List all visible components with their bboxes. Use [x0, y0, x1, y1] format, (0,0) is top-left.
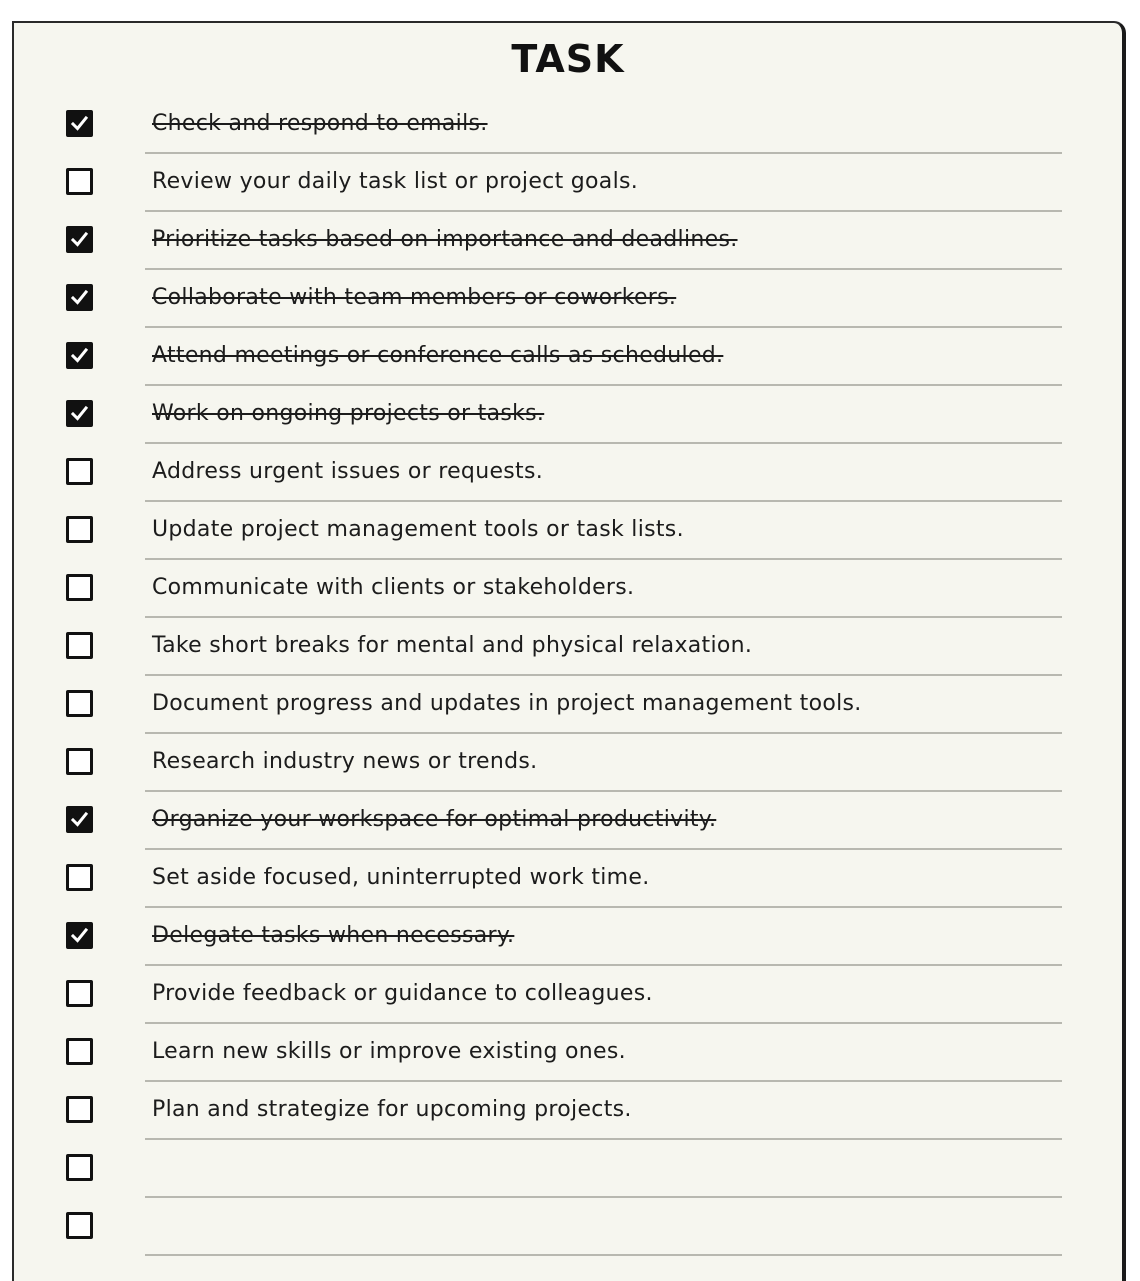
- task-checkbox-17[interactable]: [66, 1038, 93, 1065]
- task-label: Attend meetings or conference calls as scheduled.: [152, 343, 724, 368]
- task-label: Update project management tools or task lists.: [152, 517, 684, 542]
- task-checkbox-4[interactable]: [66, 284, 93, 311]
- task-row-7: [14, 444, 1122, 502]
- task-label: Delegate tasks when necessary.: [152, 923, 515, 948]
- task-row-13: [14, 792, 1122, 850]
- task-row-4: [14, 270, 1122, 328]
- task-row-12: [14, 734, 1122, 792]
- check-icon: [70, 288, 89, 307]
- check-icon: [70, 346, 89, 365]
- task-checkbox-8[interactable]: [66, 516, 93, 543]
- page-title: TASK: [511, 37, 625, 81]
- task-label: Work on ongoing projects or tasks.: [152, 401, 545, 426]
- task-checkbox-11[interactable]: [66, 690, 93, 717]
- task-row-10: [14, 618, 1122, 676]
- task-checkbox-16[interactable]: [66, 980, 93, 1007]
- task-label: Research industry news or trends.: [152, 749, 538, 774]
- task-checkbox-2[interactable]: [66, 168, 93, 195]
- task-row-5: [14, 328, 1122, 386]
- task-label: Provide feedback or guidance to colleagues.: [152, 981, 653, 1006]
- task-label: Collaborate with team members or coworkers.: [152, 285, 677, 310]
- task-row-3: [14, 212, 1122, 270]
- task-checkbox-14[interactable]: [66, 864, 93, 891]
- task-label: Take short breaks for mental and physical relaxation.: [152, 633, 753, 658]
- task-label: Review your daily task list or project goals.: [152, 169, 639, 194]
- task-label: Plan and strategize for upcoming projects.: [152, 1097, 632, 1122]
- task-checkbox-3[interactable]: [66, 226, 93, 253]
- task-row-14: [14, 850, 1122, 908]
- task-row-11: [14, 676, 1122, 734]
- task-row-16: [14, 966, 1122, 1024]
- task-row-19: [14, 1140, 1122, 1198]
- task-row-20: [14, 1198, 1122, 1256]
- task-label: Communicate with clients or stakeholders.: [152, 575, 635, 600]
- task-checkbox-7[interactable]: [66, 458, 93, 485]
- check-icon: [70, 404, 89, 423]
- task-label: Organize your workspace for optimal productivity.: [152, 807, 717, 832]
- task-list: [14, 96, 1122, 1256]
- task-checkbox-9[interactable]: [66, 574, 93, 601]
- check-icon: [70, 230, 89, 249]
- task-row-2: [14, 154, 1122, 212]
- task-checkbox-10[interactable]: [66, 632, 93, 659]
- task-checkbox-20[interactable]: [66, 1212, 93, 1239]
- task-row-17: [14, 1024, 1122, 1082]
- task-checkbox-1[interactable]: [66, 110, 93, 137]
- task-checkbox-18[interactable]: [66, 1096, 93, 1123]
- task-row-8: [14, 502, 1122, 560]
- task-checkbox-15[interactable]: [66, 922, 93, 949]
- task-label: Learn new skills or improve existing ones.: [152, 1039, 626, 1064]
- row-divider: [145, 1254, 1062, 1256]
- task-row-6: [14, 386, 1122, 444]
- check-icon: [70, 926, 89, 945]
- check-icon: [70, 114, 89, 133]
- task-label: Address urgent issues or requests.: [152, 459, 544, 484]
- task-label: Document progress and updates in project management tools.: [152, 691, 862, 716]
- task-checkbox-13[interactable]: [66, 806, 93, 833]
- task-checkbox-5[interactable]: [66, 342, 93, 369]
- task-label: Check and respond to emails.: [152, 111, 488, 136]
- task-row-9: [14, 560, 1122, 618]
- task-label: Set aside focused, uninterrupted work time.: [152, 865, 650, 890]
- task-label: Prioritize tasks based on importance and deadlines.: [152, 227, 738, 252]
- task-checkbox-19[interactable]: [66, 1154, 93, 1181]
- task-row-18: [14, 1082, 1122, 1140]
- task-sheet: [12, 21, 1126, 1281]
- task-row-1: [14, 96, 1122, 154]
- task-checkbox-12[interactable]: [66, 748, 93, 775]
- task-checkbox-6[interactable]: [66, 400, 93, 427]
- check-icon: [70, 810, 89, 829]
- task-row-15: [14, 908, 1122, 966]
